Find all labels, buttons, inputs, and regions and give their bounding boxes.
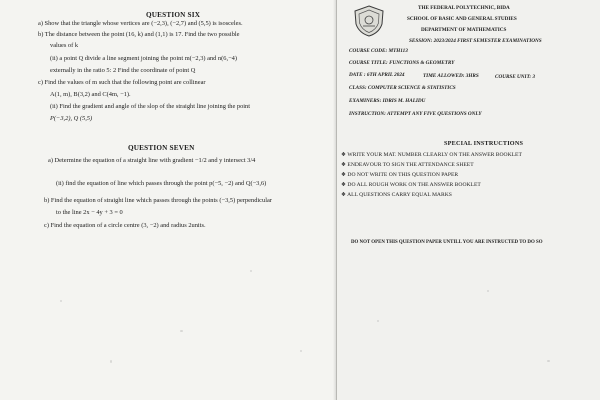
q6-part-b-ii-line1: (ii) a point Q divide a line segment joining the point m(−2,3) and n(6,−4) [50,55,237,62]
diamond-bullet-icon: ❖ [341,182,347,188]
q7-part-a-ii: (ii) find the equation of line which passes through the point p(−5, −2) and Q(−3,6) [56,180,267,187]
polytechnic-crest-icon [351,4,387,38]
exam-date: DATE : 6TH APRIL 2024 [349,72,405,78]
paper-speck [547,360,550,362]
session-line: SESSION: 2023/2024 FIRST SEMESTER EXAMINATIONS [409,38,542,44]
instruction-item: ❖ ENDEAVOUR TO SIGN THE ATTENDANCE SHEET [341,162,474,168]
q6-part-a: a) Show that the triangle whose vertices are (−2,3), (−2,7) and (5,5) is isosceles. [38,20,243,27]
do-not-open-warning: DO NOT OPEN THIS QUESTION PAPER UNTILL YOU ARE INSTRUCTED TO DO SO [351,240,543,245]
diamond-bullet-icon: ❖ [341,162,347,168]
school-name: SCHOOL OF BASIC AND GENERAL STUDIES [407,16,517,22]
paper-speck [377,320,379,322]
question-seven-title: QUESTION SEVEN [128,144,195,152]
q7-part-a: a) Determine the equation of a straight line with gradient −1/2 and y intersect 3/4 [48,157,256,164]
q7-part-b-line1: b) Find the equation of straight line which passes through the points (−3,5) perpendicular [44,197,272,204]
q6-part-c-line2: A(1, m), B(3,2) and C(4m, −1). [50,91,131,98]
diamond-bullet-icon: ❖ [341,192,347,198]
course-code: COURSE CODE: MTH113 [349,48,408,54]
special-instructions-title: SPECIAL INSTRUCTIONS [444,140,524,147]
department-name: DEPARTMENT OF MATHEMATICS [421,27,507,33]
q6-part-c-ii-line1: (ii) Find the gradient and angle of the slop of the straight line joining the point [50,103,251,110]
diamond-bullet-icon: ❖ [341,152,347,158]
q6-part-c-ii-line2: P(−3,2), Q (5,5) [50,115,93,122]
question-six-title: QUESTION SIX [146,11,201,19]
instruction-item: ❖ DO ALL ROUGH WORK ON THE ANSWER BOOKLET [341,182,481,188]
q6-part-b-line2: values of k [50,42,79,49]
paper-speck [60,300,62,302]
q7-part-c: c) Find the equation of a circle centre (3, −2) and radius 2units. [44,222,206,229]
instruction-item: ❖ ALL QUESTIONS CARRY EQUAL MARKS [341,192,452,198]
q7-part-b-line2: to the line 2x − 4y + 3 = 0 [56,209,123,216]
instruction-item: ❖ DO NOT WRITE ON THIS QUESTION PAPER [341,172,459,178]
time-allowed: TIME ALLOWED: 3HRS [423,73,479,79]
q6-part-b-ii-line2: externally in the ratio 5: 2 Find the coordinate of point Q [50,67,196,74]
instruction-item: ❖ WRITE YOUR MAT. NUMBER CLEARLY ON THE ANSWER BOOKLET [341,152,522,158]
paper-speck [300,350,302,352]
course-title: COURSE TITLE: FUNCTIONS & GEOMETRY [349,60,455,66]
paper-speck [487,290,489,292]
paper-speck [110,360,112,363]
paper-speck [250,270,252,272]
course-unit: COURSE UNIT: 3 [495,74,535,80]
instruction-line: INSTRUCTION: ATTEMPT ANY FIVE QUESTIONS ONLY [349,111,482,117]
diamond-bullet-icon: ❖ [341,172,347,178]
paper-speck [180,330,183,332]
examiners-line: EXAMINERS: IDRIS M. HALIDU [349,98,426,104]
q6-part-c-line1: c) Find the values of m such that the following point are collinear [38,79,206,86]
class-line: CLASS: COMPUTER SCIENCE & STATISTICS [349,85,456,91]
right-page [337,0,600,400]
q6-part-b-line1: b) The distance between the point (16, k) and (1,1) is 17. Find the two possible [38,31,240,38]
institution-name: THE FEDERAL POLYTECHNIC, BIDA [418,5,510,11]
